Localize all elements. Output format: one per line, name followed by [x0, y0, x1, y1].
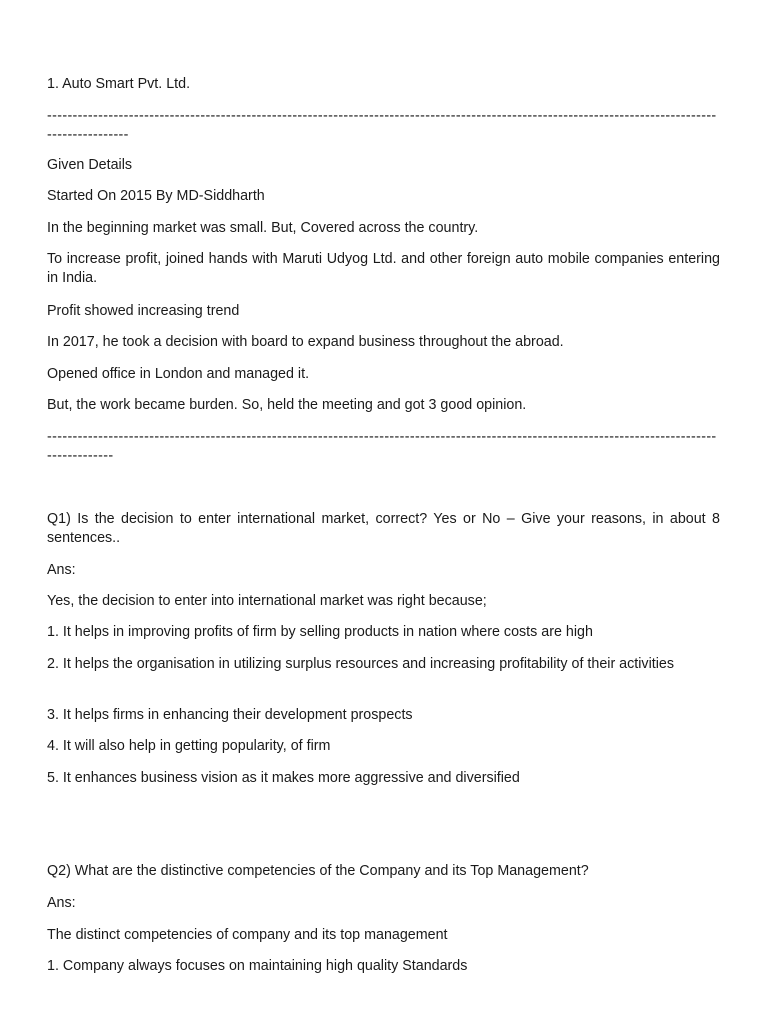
q2-point: 1. Company always focuses on maintaining high quality Standards	[47, 958, 468, 974]
q2-ans-label: Ans:	[47, 895, 76, 911]
q1-ans-label: Ans:	[47, 562, 76, 578]
detail-line: But, the work became burden. So, held the meeting and got 3 good opinion.	[47, 397, 527, 413]
detail-line: In 2017, he took a decision with board to expand business throughout the abroad.	[47, 334, 564, 350]
q1-intro: Yes, the decision to enter into international market was right because;	[47, 593, 487, 609]
detail-line: Opened office in London and managed it.	[47, 366, 310, 382]
q2-intro: The distinct competencies of company and its top management	[47, 927, 448, 943]
q1-point: 4. It will also help in getting popularity, of firm	[47, 738, 331, 754]
q1-point: 3. It helps firms in enhancing their development prospects	[47, 707, 413, 723]
q1-point: 1. It helps in improving profits of firm by selling products in nation where costs are high	[47, 624, 593, 640]
given-details-title: Given Details	[47, 157, 133, 173]
q1-point: 2. It helps the organisation in utilizing surplus resources and increasing profitability of their activities	[47, 656, 675, 672]
q1-point: 5. It enhances business vision as it makes more aggressive and diversified	[47, 770, 520, 786]
detail-line: To increase profit, joined hands with Maruti Udyog Ltd. and other foreign auto mobile companies entering in India.	[47, 251, 720, 286]
q1-question: Q1) Is the decision to enter international market, correct? Yes or No – Give your reasons, in about 8 sentences..	[47, 511, 720, 546]
q2-question: Q2) What are the distinctive competencies of the Company and its Top Management?	[47, 863, 589, 879]
detail-line: Profit showed increasing trend	[47, 303, 240, 319]
detail-line: Started On 2015 By MD-Siddharth	[47, 188, 265, 204]
separator-line: ---------------------------------------------------------------------------------------------------------------------------------------------------	[47, 108, 717, 143]
separator-line: ------------------------------------------------------------------------------------------------------------------------------------------------	[47, 429, 717, 464]
document-heading: 1. Auto Smart Pvt. Ltd.	[47, 76, 191, 92]
detail-line: In the beginning market was small. But, Covered across the country.	[47, 220, 479, 236]
